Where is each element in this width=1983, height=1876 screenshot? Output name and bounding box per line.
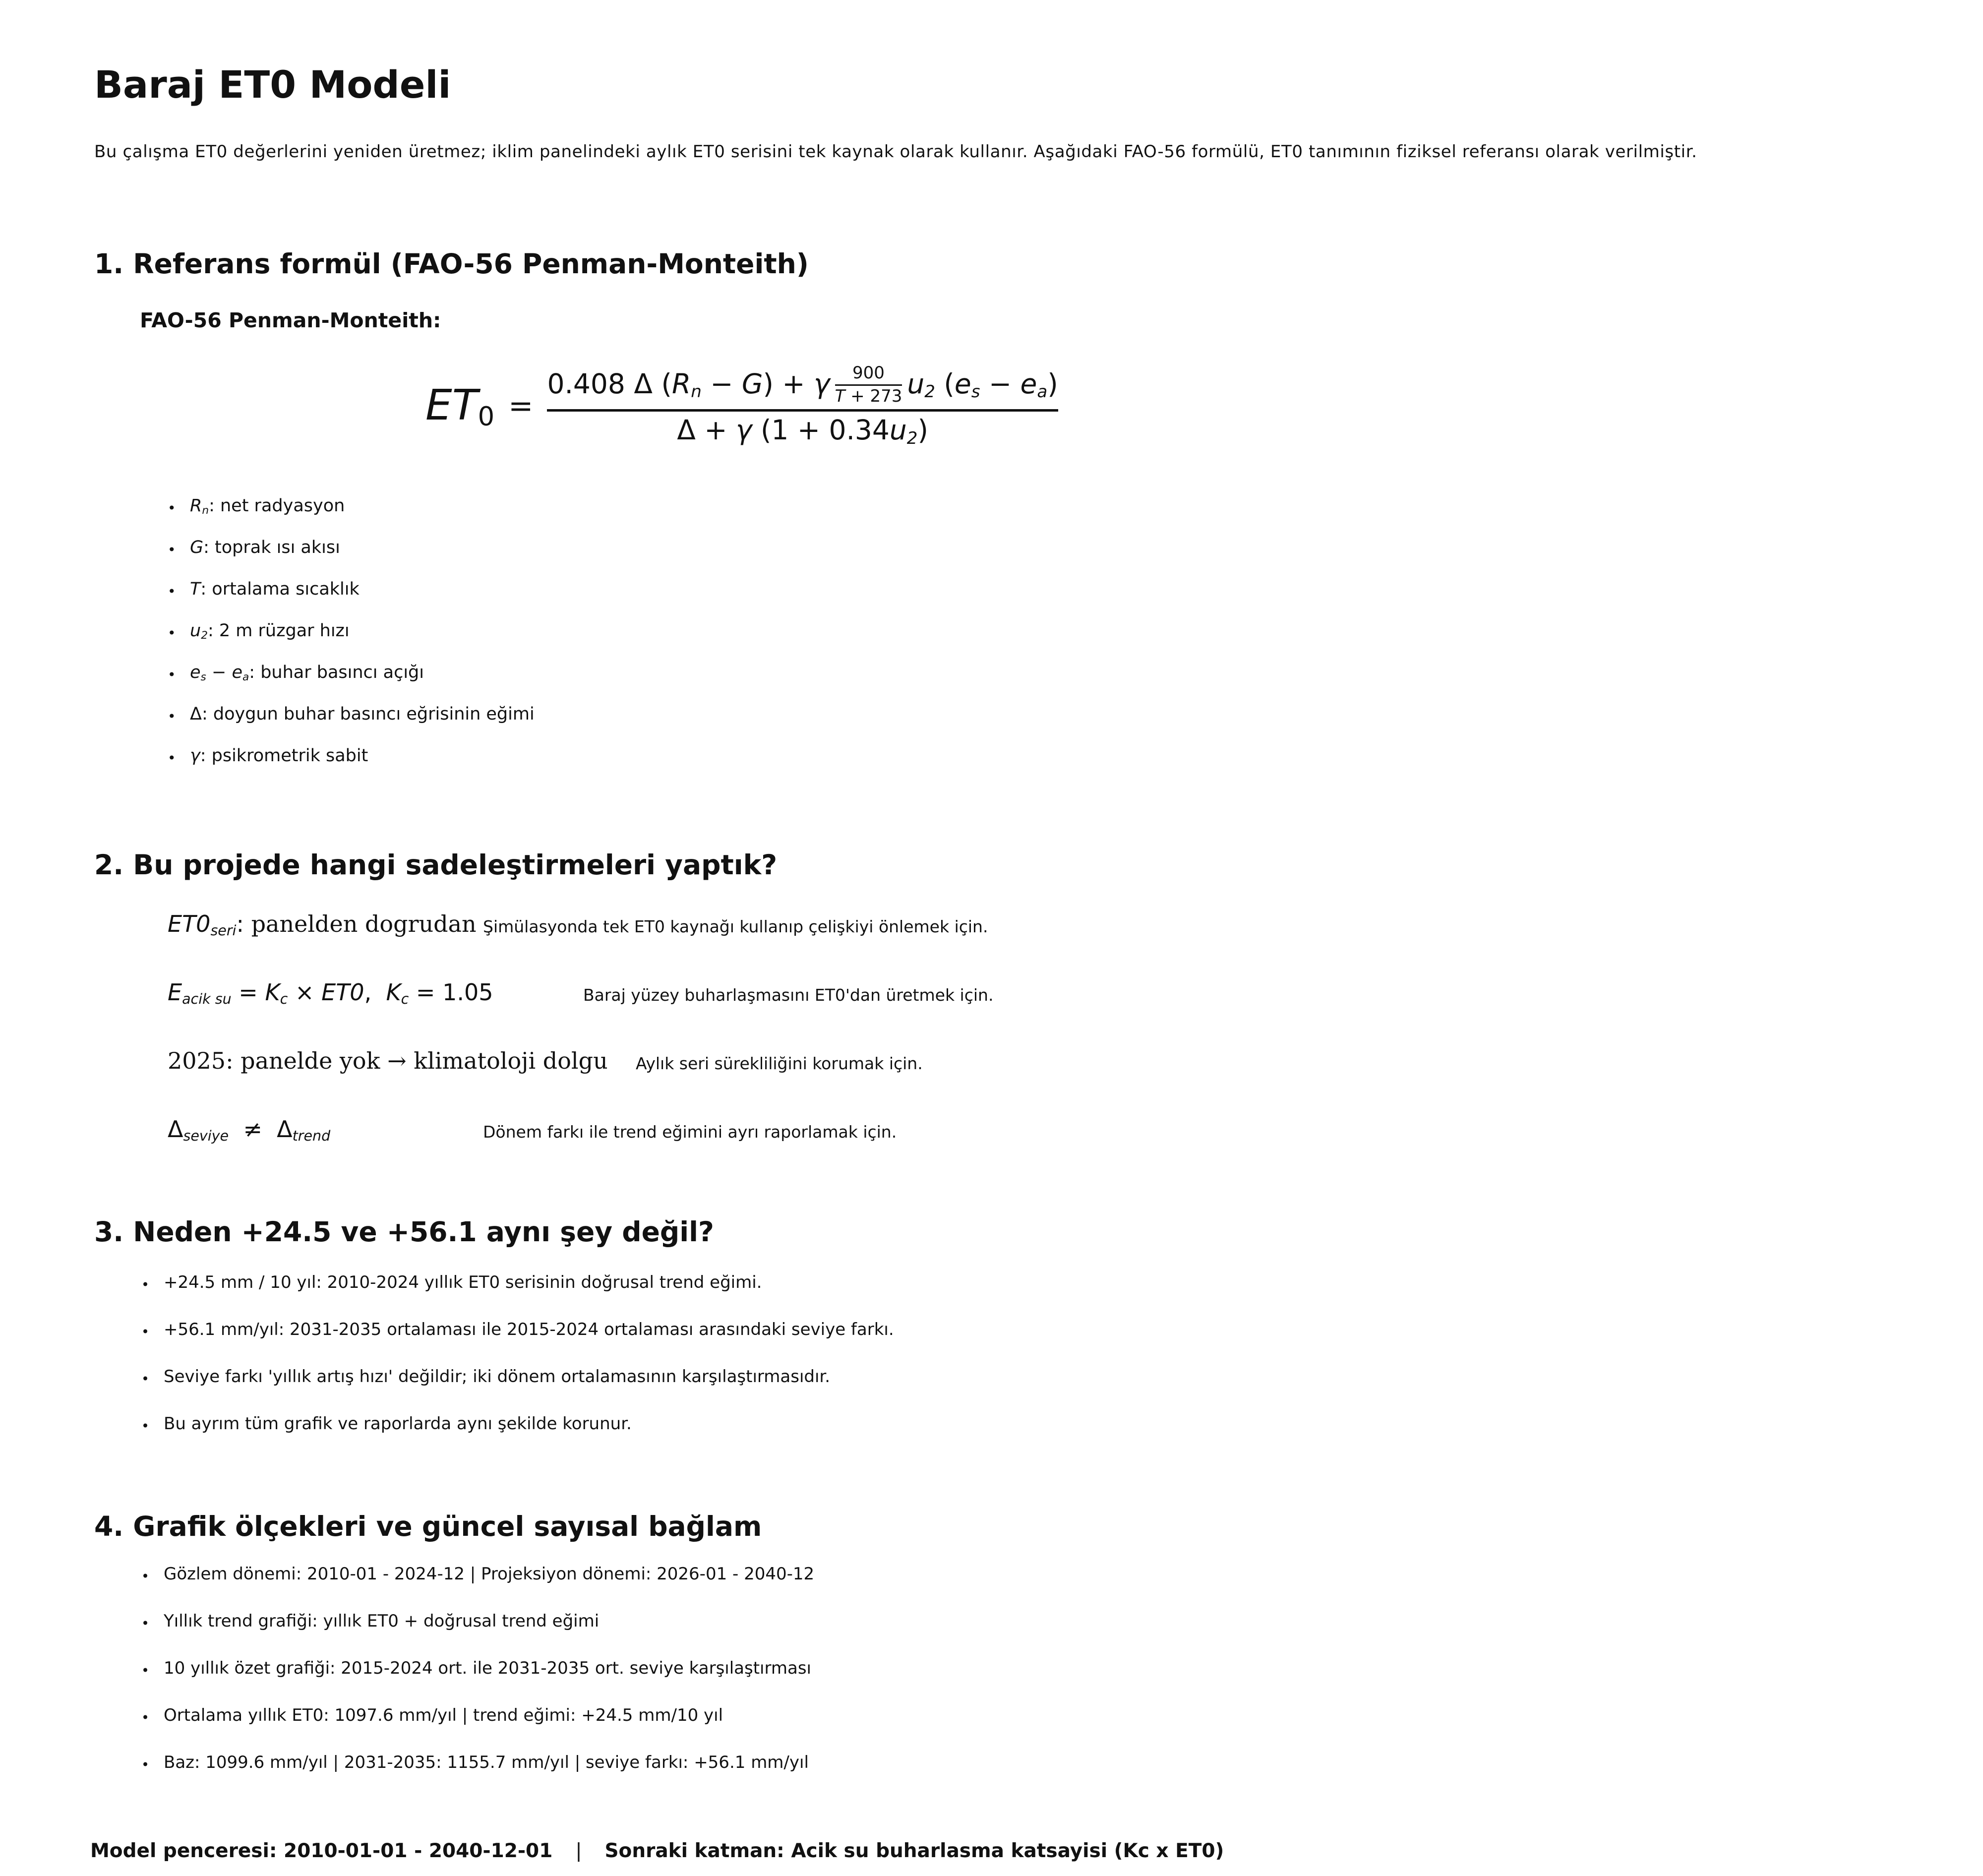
math-segment: : doygun buhar basıncı eğrisinin eğimi — [201, 704, 535, 724]
assumption-row — [168, 910, 1903, 979]
list-item — [141, 1564, 814, 1611]
math-segment: 0 — [350, 979, 364, 1006]
assumption-expression — [168, 910, 477, 938]
math-segment: panelden dogrudan — [243, 910, 477, 937]
fraction-numerator — [547, 363, 1058, 404]
bullet-icon — [168, 704, 190, 724]
bullet-icon — [168, 663, 190, 682]
math-segment: E — [168, 979, 182, 1006]
math-segment: ) — [1047, 367, 1058, 400]
numerator-right — [907, 368, 1058, 400]
list-item-text — [190, 496, 345, 516]
section-1-heading: 1. Referans formül (FAO-56 Penman-Monteith) — [94, 248, 809, 280]
assumption-reason: Baraj yüzey buharlaşmasını ET0'dan üretmek için. — [583, 985, 994, 1005]
section-3-heading: 3. Neden +24.5 ve +56.1 aynı şey değil? — [94, 1216, 714, 1248]
bullet-icon — [168, 579, 190, 599]
math-segment: ET0 — [168, 910, 211, 937]
math-segment: Δ — [168, 1116, 183, 1143]
math-segment: seri — [210, 922, 237, 939]
math-segment: 0.408 Δ ( — [547, 367, 672, 400]
math-segment: G — [190, 538, 204, 557]
math-segment: a — [242, 671, 249, 684]
math-segment: 2 — [906, 428, 918, 448]
assumption-reason: Dönem farkı ile trend eğimini ayrı raporlamak için. — [483, 1122, 897, 1142]
assumption-reason: Aylık seri sürekliliğini korumak için. — [636, 1054, 923, 1073]
math-segment: trend — [292, 1127, 331, 1144]
math-segment: R — [190, 496, 202, 516]
formula-fraction — [547, 363, 1058, 447]
list-item-text — [190, 746, 368, 766]
list-item-text — [190, 579, 360, 599]
list-item-text: +56.1 mm/yıl: 2031-2035 ortalaması ile 2015-2024 ortalaması arasındaki seviye farkı. — [164, 1320, 894, 1339]
math-segment: Δ — [277, 1116, 293, 1143]
math-segment: 900 — [852, 363, 885, 383]
math-segment: γ — [190, 746, 200, 766]
math-segment: : toprak ısı akısı — [203, 538, 340, 557]
math-segment: G — [741, 367, 763, 400]
bullet-icon — [141, 1414, 164, 1434]
bullet-icon — [141, 1705, 164, 1725]
math-segment: ≠ — [229, 1116, 277, 1143]
inner-fraction-bar — [835, 384, 902, 386]
math-segment: − — [701, 367, 742, 400]
math-segment: e — [954, 367, 971, 400]
math-segment: γ — [814, 367, 830, 400]
math-segment: : — [236, 910, 244, 937]
math-segment: − — [206, 663, 232, 682]
math-segment: seviye — [183, 1127, 229, 1144]
list-item — [168, 496, 535, 538]
inner-fraction-bottom — [835, 388, 902, 406]
list-item — [168, 621, 535, 663]
math-segment: R — [671, 367, 691, 400]
model-window-label: Model penceresi: 2010-01-01 - 2040-12-01 — [90, 1840, 553, 1862]
math-segment: s — [971, 381, 980, 402]
formula-lhs — [425, 380, 495, 432]
numerator-left — [547, 368, 830, 400]
bullet-icon — [141, 1564, 164, 1584]
math-segment: e — [232, 663, 242, 682]
list-item — [141, 1611, 814, 1658]
math-segment: n — [202, 504, 209, 517]
list-item — [168, 746, 535, 787]
math-segment: ) — [917, 414, 928, 446]
math-segment: : ortalama sıcaklık — [200, 579, 360, 599]
math-segment: T — [835, 386, 845, 406]
list-item — [168, 579, 535, 621]
list-item — [168, 704, 535, 746]
fraction-bar — [547, 409, 1058, 412]
section-4-bullet-list — [141, 1564, 814, 1800]
math-segment: u — [889, 414, 907, 446]
math-segment: ET — [321, 979, 350, 1006]
bullet-icon — [141, 1367, 164, 1387]
assumption-row — [168, 1116, 1903, 1184]
math-segment: 2 — [201, 629, 208, 642]
math-segment: Δ — [190, 704, 202, 724]
assumption-row — [168, 979, 1903, 1047]
bullet-icon — [141, 1272, 164, 1292]
assumption-row — [168, 1047, 1903, 1116]
math-segment: : 2 m rüzgar hızı — [208, 621, 350, 641]
list-item-text — [190, 663, 424, 682]
math-segment: c — [401, 990, 409, 1007]
section-4-heading: 4. Grafik ölçekleri ve güncel sayısal bağlam — [94, 1511, 762, 1542]
math-segment: u — [907, 367, 925, 400]
list-item-text: Ortalama yıllık ET0: 1097.6 mm/yıl | trend eğimi: +24.5 mm/10 yıl — [164, 1705, 723, 1725]
math-segment: ( — [935, 367, 955, 400]
bullet-icon — [141, 1320, 164, 1339]
math-segment: K — [265, 979, 280, 1006]
math-segment: × — [288, 979, 322, 1006]
math-segment: 2 — [924, 381, 935, 402]
bullet-icon — [141, 1658, 164, 1678]
footer-separator: | — [575, 1840, 582, 1862]
assumption-expression — [168, 1047, 608, 1075]
math-segment: : psikrometrik sabit — [200, 746, 368, 766]
list-item-text: Yıllık trend grafiği: yıllık ET0 + doğrusal trend eğimi — [164, 1611, 600, 1631]
bullet-icon — [141, 1611, 164, 1631]
bullet-icon — [168, 746, 190, 766]
list-item-text — [190, 538, 340, 557]
math-segment: e — [1020, 367, 1037, 400]
math-segment: s — [200, 671, 206, 684]
formula-label: FAO-56 Penman-Monteith: — [140, 308, 441, 332]
math-segment: n — [691, 381, 702, 402]
page-title: Baraj ET0 Modeli — [94, 62, 451, 107]
math-segment: : buhar basıncı açığı — [249, 663, 424, 682]
inner-fraction — [835, 364, 902, 405]
list-item — [141, 1414, 894, 1461]
section-2-heading: 2. Bu projede hangi sadeleştirmeleri yaptık? — [94, 849, 778, 881]
math-segment: = 1.05 — [409, 979, 493, 1006]
assumption-list — [168, 910, 1903, 1184]
inner-fraction-top — [852, 364, 885, 382]
math-segment: = — [231, 979, 265, 1006]
list-item — [141, 1705, 814, 1753]
list-item — [141, 1658, 814, 1705]
math-segment: γ — [735, 414, 752, 446]
math-segment: 0 — [478, 402, 495, 432]
list-item-text — [190, 621, 350, 641]
bullet-icon — [141, 1753, 164, 1772]
footer-status-bar — [90, 1840, 1224, 1862]
list-item-text — [190, 704, 535, 724]
math-segment: ET — [425, 380, 478, 430]
list-item-text: Gözlem dönemi: 2010-01 - 2024-12 | Projeksiyon dönemi: 2026-01 - 2040-12 — [164, 1564, 815, 1584]
math-segment: ) + — [763, 367, 814, 400]
list-item — [141, 1367, 894, 1414]
assumption-reason: Şimülasyonda tek ET0 kaynağı kullanıp çelişkiyi önlemek için. — [483, 917, 988, 936]
list-item — [141, 1320, 894, 1367]
math-segment: 2025: panelde yok → klimatoloji dolgu — [168, 1047, 608, 1074]
math-segment: K — [386, 979, 401, 1006]
math-segment: , — [364, 979, 386, 1006]
math-segment: T — [190, 579, 201, 599]
section-3-bullet-list — [141, 1272, 894, 1461]
bullet-icon — [168, 538, 190, 557]
math-segment: (1 + 0.34 — [752, 414, 890, 446]
list-item-text: Seviye farkı 'yıllık artış hızı' değildir; iki dönem ortalamasının karşılaştırmasıdır. — [164, 1367, 831, 1387]
math-segment: acik su — [182, 990, 232, 1007]
next-layer-label: Sonraki katman: Acik su buharlasma katsayisi (Kc x ET0) — [604, 1840, 1224, 1862]
variable-list — [168, 496, 535, 787]
math-segment: c — [280, 990, 288, 1007]
bullet-icon — [168, 621, 190, 641]
bullet-icon — [168, 496, 190, 516]
math-segment: Δ + — [677, 414, 736, 446]
math-segment: a — [1037, 381, 1048, 402]
fraction-denominator — [677, 415, 928, 447]
list-item — [168, 538, 535, 579]
equals-sign: = — [508, 389, 534, 424]
list-item — [168, 663, 535, 704]
math-segment: u — [190, 621, 201, 641]
list-item — [141, 1753, 814, 1800]
list-item-text: Bu ayrım tüm grafik ve raporlarda aynı şekilde korunur. — [164, 1414, 632, 1434]
assumption-expression — [168, 1116, 330, 1143]
intro-paragraph: Bu çalışma ET0 değerlerini yeniden üretmez; iklim panelindeki aylık ET0 serisini tek kaynak olarak kullanır. Aşağıdaki FAO-56 formülü, ET0 tanımının fiziksel referansı olarak verilmiştir. — [94, 142, 1697, 162]
math-segment: − — [980, 367, 1021, 400]
assumption-expression — [168, 979, 493, 1006]
list-item-text: +24.5 mm / 10 yıl: 2010-2024 yıllık ET0 serisinin doğrusal trend eğimi. — [164, 1272, 762, 1292]
math-segment: e — [190, 663, 201, 682]
list-item-text: Baz: 1099.6 mm/yıl | 2031-2035: 1155.7 mm/yıl | seviye farkı: +56.1 mm/yıl — [164, 1753, 809, 1772]
list-item-text: 10 yıllık özet grafiği: 2015-2024 ort. ile 2031-2035 ort. seviye karşılaştırması — [164, 1658, 811, 1678]
list-item — [141, 1272, 894, 1320]
math-segment: : net radyasyon — [209, 496, 345, 516]
math-segment: + 273 — [845, 386, 902, 406]
penman-monteith-formula — [425, 363, 1058, 447]
